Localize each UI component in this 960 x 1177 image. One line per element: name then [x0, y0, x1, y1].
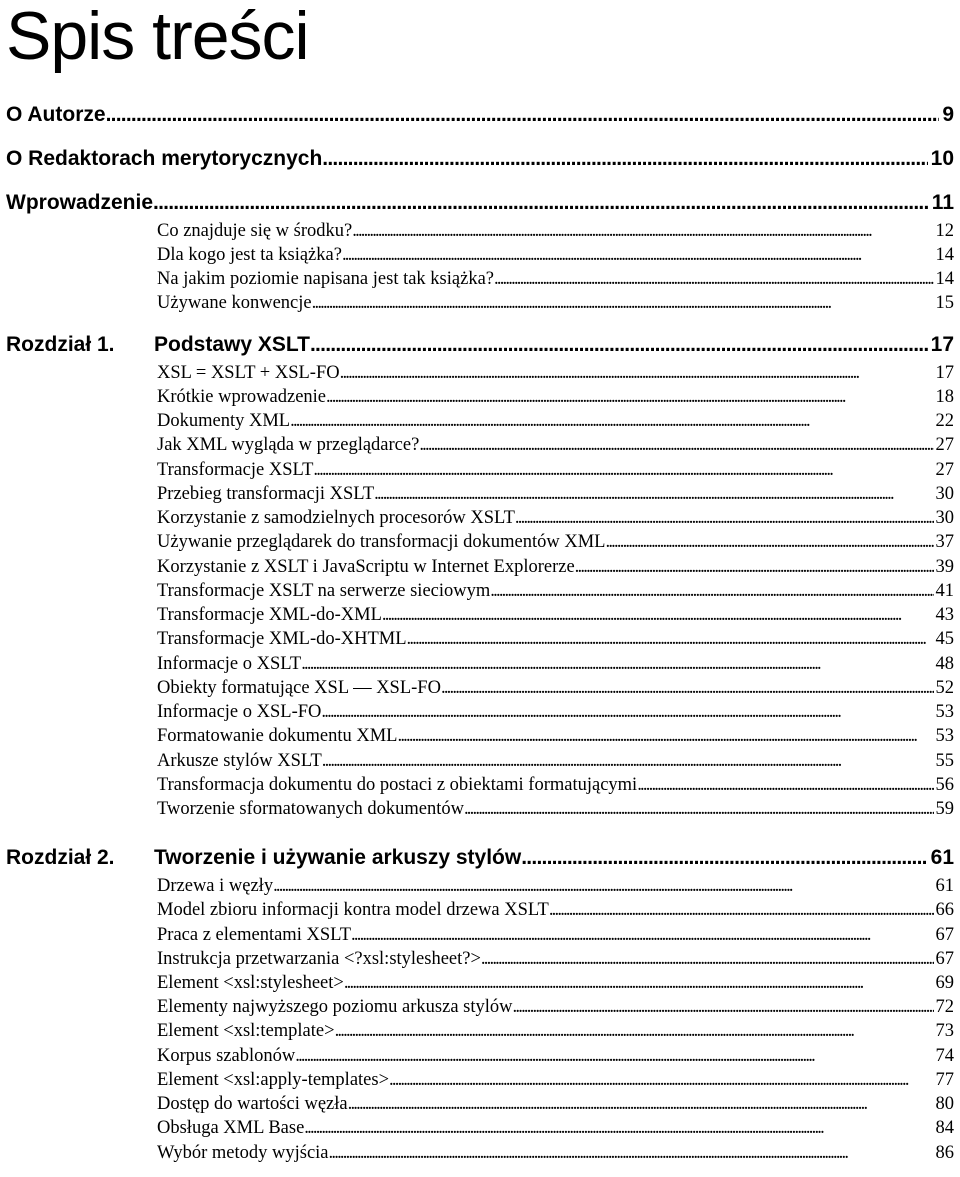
entry-label: Dostęp do wartości węzła	[157, 1094, 348, 1114]
dot-leader	[481, 949, 934, 970]
entry-page: 67	[935, 925, 954, 945]
dot-leader	[521, 846, 927, 870]
entry-page: 66	[935, 900, 954, 920]
entry-label: Korzystanie z XSLT i JavaScriptu w Internet Explorerze	[157, 557, 575, 577]
toc-subentry	[157, 678, 954, 702]
entry-page: 80	[935, 1094, 954, 1114]
toc-chapter-2	[6, 846, 954, 874]
entry-label: Obiekty formatujące XSL — XSL-FO	[157, 678, 441, 698]
entry-label: Dla kogo jest ta książka?	[157, 245, 342, 265]
toc-entry-autorze	[6, 103, 954, 131]
dot-leader	[464, 799, 934, 820]
toc-chapter-1	[6, 333, 954, 361]
dot-leader	[374, 484, 933, 505]
entry-label: Przebieg transformacji XSLT	[157, 484, 375, 504]
entry-page: 56	[935, 775, 954, 795]
entry-label: Transformacje XSLT na serwerze sieciowym	[157, 581, 491, 601]
entry-page: 61	[935, 876, 954, 896]
dot-leader	[310, 333, 928, 357]
entry-label: Praca z elementami XSLT	[157, 925, 352, 945]
entry-label: Korpus szablonów	[157, 1046, 296, 1066]
entry-label: Model zbioru informacji kontra model drzewa XSLT	[157, 900, 549, 920]
entry-label: Element <xsl:stylesheet>	[157, 973, 344, 993]
dot-leader	[321, 702, 933, 723]
toc-subentry	[157, 1070, 954, 1094]
entry-page: 84	[935, 1118, 954, 1138]
entry-label: O Autorze	[6, 103, 106, 126]
dot-leader	[273, 876, 933, 897]
toc-subentry	[157, 702, 954, 726]
entry-page: 48	[935, 654, 954, 674]
entry-page: 55	[935, 751, 954, 771]
entry-page: 17	[930, 333, 954, 356]
entry-label: Informacje o XSL-FO	[157, 702, 322, 722]
toc-entry-redaktorach	[6, 147, 954, 175]
entry-label: Transformacja dokumentu do postaci z obiektami formatującymi	[157, 775, 638, 795]
entry-page: 17	[935, 363, 954, 383]
entry-label: Używane konwencje	[157, 293, 312, 313]
toc-subentry	[157, 1021, 954, 1045]
entry-page: 37	[935, 532, 954, 552]
entry-page: 67	[935, 949, 954, 969]
entry-page: 39	[935, 557, 954, 577]
toc-subentry	[157, 581, 954, 605]
entry-label: Dokumenty XML	[157, 411, 291, 431]
dot-leader	[348, 1094, 934, 1115]
entry-page: 73	[935, 1021, 954, 1041]
dot-leader	[329, 1143, 934, 1164]
entry-label: Elementy najwyższego poziomu arkusza stylów	[157, 997, 513, 1017]
toc-subentry	[157, 997, 954, 1021]
entry-page: 53	[935, 702, 954, 722]
entry-page: 72	[935, 997, 954, 1017]
entry-page: 77	[935, 1070, 954, 1090]
entry-label: Co znajduje się w środku?	[157, 221, 353, 241]
toc-subentry	[157, 435, 954, 459]
entry-page: 9	[942, 103, 954, 126]
chapter-number: Rozdział 1.	[6, 333, 115, 356]
dot-leader	[515, 508, 934, 529]
entry-page: 43	[935, 605, 954, 625]
entry-page: 59	[935, 799, 954, 819]
toc-subentry	[157, 532, 954, 556]
toc-subentry	[157, 411, 954, 435]
dot-leader	[490, 581, 933, 602]
entry-label: Obsługa XML Base	[157, 1118, 305, 1138]
entry-page: 27	[935, 435, 954, 455]
entry-label: Jak XML wygląda w przeglądarce?	[157, 435, 420, 455]
entry-label: Na jakim poziomie napisana jest tak książka?	[157, 269, 494, 289]
entry-page: 10	[930, 147, 954, 170]
entry-page: 15	[935, 293, 954, 313]
entry-page: 22	[935, 411, 954, 431]
dot-leader	[351, 925, 933, 946]
toc-entry-wprowadzenie	[6, 191, 954, 219]
dot-leader	[397, 726, 933, 747]
toc-subentry	[157, 900, 954, 924]
entry-page: 41	[935, 581, 954, 601]
entry-page: 14	[935, 269, 954, 289]
entry-page: 86	[935, 1143, 954, 1163]
dot-leader	[322, 147, 927, 171]
entry-label: Formatowanie dokumentu XML	[157, 726, 398, 746]
entry-page: 52	[935, 678, 954, 698]
toc-subentry	[157, 221, 954, 245]
entry-label: Krótkie wprowadzenie	[157, 387, 327, 407]
entry-label: Instrukcja przetwarzania <?xsl:stylesheet?>	[157, 949, 481, 969]
entry-label: Wprowadzenie	[6, 191, 154, 214]
entry-label: Tworzenie sformatowanych dokumentów	[157, 799, 464, 819]
entry-label: Transformacje XML-do-XHTML	[157, 629, 407, 649]
entry-label: Korzystanie z samodzielnych procesorów XSLT	[157, 508, 515, 528]
toc-subentry	[157, 925, 954, 949]
dot-leader	[382, 605, 934, 626]
entry-label: Używanie przeglądarek do transformacji dokumentów XML	[157, 532, 606, 552]
entry-label: Tworzenie i używanie arkuszy stylów	[154, 846, 522, 869]
dot-leader	[322, 751, 934, 772]
dot-leader	[344, 973, 934, 994]
toc-subentry	[157, 629, 954, 653]
entry-label: Element <xsl:template>	[157, 1021, 335, 1041]
toc-subentry	[157, 1046, 954, 1070]
dot-leader	[575, 557, 934, 578]
entry-page: 30	[935, 508, 954, 528]
entry-label: O Redaktorach merytorycznych	[6, 147, 323, 170]
dot-leader	[407, 629, 934, 650]
entry-label: Wybór metody wyjścia	[157, 1143, 329, 1163]
dot-leader	[513, 997, 934, 1018]
dot-leader	[605, 532, 933, 553]
toc-subentry	[157, 973, 954, 997]
entry-page: 74	[935, 1046, 954, 1066]
entry-label: Transformacje XML-do-XML	[157, 605, 382, 625]
toc-subentry	[157, 1118, 954, 1142]
toc-subentry	[157, 557, 954, 581]
entry-page: 12	[935, 221, 954, 241]
toc-subentry	[157, 269, 954, 293]
entry-page: 14	[935, 245, 954, 265]
entry-label: Drzewa i węzły	[157, 876, 274, 896]
entry-page: 27	[935, 460, 954, 480]
entry-label: Arkusze stylów XSLT	[157, 751, 322, 771]
dot-leader	[342, 245, 934, 266]
dot-leader	[312, 293, 934, 314]
dot-leader	[326, 387, 933, 408]
toc-subentry	[157, 876, 954, 900]
entry-label: XSL = XSLT + XSL-FO	[157, 363, 340, 383]
toc-subentry	[157, 949, 954, 973]
toc-subentry	[157, 751, 954, 775]
dot-leader	[301, 654, 933, 675]
toc-subentry	[157, 775, 954, 799]
entry-label: Informacje o XSLT	[157, 654, 302, 674]
entry-page: 30	[935, 484, 954, 504]
dot-leader	[352, 221, 933, 242]
entry-page: 61	[930, 846, 954, 869]
toc-subentry	[157, 1094, 954, 1118]
entry-page: 11	[931, 191, 954, 214]
toc-subentry	[157, 293, 954, 317]
toc-subentry	[157, 726, 954, 750]
dot-leader	[637, 775, 933, 796]
dot-leader	[295, 1046, 933, 1067]
entry-page: 53	[935, 726, 954, 746]
entry-label: Element <xsl:apply-templates>	[157, 1070, 390, 1090]
entry-label: Podstawy XSLT	[154, 333, 310, 356]
toc-subentry	[157, 484, 954, 508]
dot-leader	[313, 460, 933, 481]
entry-page: 18	[935, 387, 954, 407]
dot-leader	[419, 435, 933, 456]
dot-leader	[304, 1118, 933, 1139]
dot-leader	[441, 678, 934, 699]
dot-leader	[494, 269, 934, 290]
dot-leader	[153, 191, 929, 215]
toc-subentry	[157, 508, 954, 532]
toc-subentry	[157, 363, 954, 387]
entry-label: Transformacje XSLT	[157, 460, 314, 480]
dot-leader	[335, 1021, 934, 1042]
toc-subentry	[157, 605, 954, 629]
dot-leader	[389, 1070, 933, 1091]
entry-page: 69	[935, 973, 954, 993]
chapter-number: Rozdział 2.	[6, 846, 115, 869]
page-title: Spis treści	[6, 0, 309, 74]
entry-page: 45	[935, 629, 954, 649]
toc-subentry	[157, 387, 954, 411]
dot-leader	[290, 411, 933, 432]
toc-subentry	[157, 799, 954, 823]
toc-subentry	[157, 245, 954, 269]
toc-subentry	[157, 654, 954, 678]
toc-subentry	[157, 1143, 954, 1167]
dot-leader	[106, 103, 940, 127]
toc-subentry	[157, 460, 954, 484]
dot-leader	[549, 900, 934, 921]
dot-leader	[340, 363, 934, 384]
